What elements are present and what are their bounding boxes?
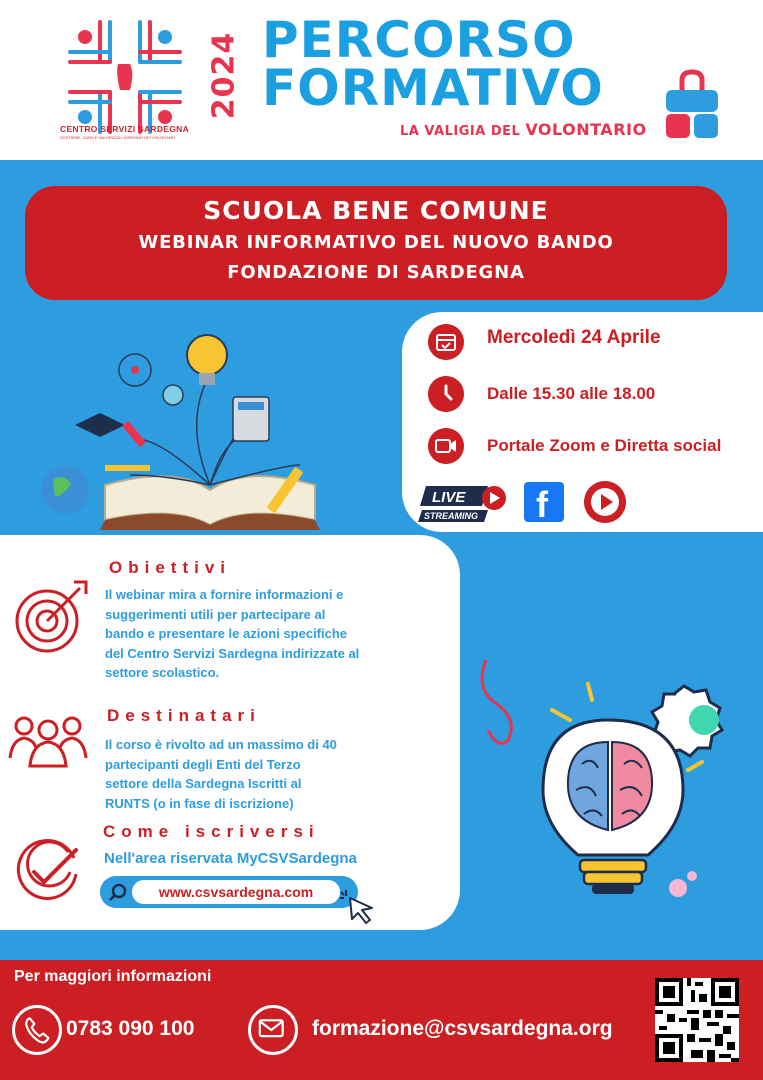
brain-lightbulb-illustration — [478, 660, 748, 910]
video-camera-icon — [428, 428, 464, 464]
live-streaming-icon — [418, 484, 508, 524]
qr-code[interactable] — [655, 978, 739, 1062]
banner-line3: FONDAZIONE DI SARDEGNA — [227, 262, 525, 283]
footer-title: Per maggiori informazioni — [14, 968, 212, 985]
banner-line2: WEBINAR INFORMATIVO DEL NUOVO BANDO — [138, 232, 614, 253]
target-icon — [12, 578, 90, 656]
event-date: Mercoledì 24 Aprile — [487, 327, 661, 348]
facebook-icon[interactable]: f — [524, 482, 564, 522]
objectives-body: Il webinar mira a fornire informazioni e suggerimenti utili per partecipare al bando e presentare le azioni specifiche del Centro Servizi Sardegna indirizzate al settore scolastico. — [105, 587, 360, 680]
objectives-title: Obiettivi — [109, 558, 232, 577]
footer — [0, 960, 763, 1080]
suitcase-icon — [664, 68, 720, 140]
email-address[interactable]: formazione@csvsardegna.org — [312, 1017, 613, 1040]
search-icon — [108, 883, 128, 903]
phone-icon[interactable] — [12, 1005, 62, 1055]
group-people-icon — [8, 712, 88, 768]
svg-text:LIVE: LIVE — [432, 489, 466, 506]
tagline: LA VALIGIA DEL VOLONTARIO — [400, 120, 647, 139]
header — [0, 0, 763, 160]
csv-sardegna-logo — [60, 12, 190, 142]
title-percorso: PERCORSO — [262, 11, 576, 69]
banner-line1: SCUOLA BENE COMUNE — [203, 196, 549, 225]
audience-body: Il corso è rivolto ad un massimo di 40 partecipanti degli Enti del Terzo settore della Sardegna Iscritti al RUNTS (o in fase di iscrizione) — [105, 737, 337, 811]
website-link[interactable]: www.csvsardegna.com — [132, 880, 340, 904]
time-row — [428, 376, 763, 416]
signup-title: Come iscriversi — [103, 822, 320, 841]
svg-text:STREAMING: STREAMING — [424, 511, 478, 521]
date-row — [428, 324, 763, 364]
mail-icon[interactable] — [248, 1005, 298, 1055]
year-label: 2024 — [206, 31, 242, 120]
title-formativo: FORMATIVO — [262, 59, 604, 117]
calendar-icon — [428, 324, 464, 360]
logo-subtext: SOSTIENE, CURA E VALORIZZA L'IMPEGNO DEI VOLONTARI — [60, 135, 175, 140]
youtube-icon[interactable] — [584, 481, 626, 523]
phone-number[interactable]: 0783 090 100 — [66, 1017, 195, 1040]
title-banner — [25, 186, 727, 300]
audience-title: Destinatari — [107, 706, 261, 725]
clock-icon — [428, 376, 464, 412]
cursor-icon — [340, 888, 380, 924]
logo-text: CENTRO SERVIZI SARDEGNA — [60, 124, 190, 134]
event-platform: Portale Zoom e Diretta social — [487, 436, 722, 455]
event-info-panel — [402, 312, 763, 532]
signup-text: Nell'area riservata MyCSVSardegna — [104, 850, 357, 867]
website-searchbar[interactable] — [100, 876, 358, 908]
event-time: Dalle 15.30 alle 18.00 — [487, 384, 656, 403]
platform-row — [428, 428, 763, 468]
check-badge-icon — [14, 838, 82, 904]
book-illustration — [35, 325, 375, 535]
